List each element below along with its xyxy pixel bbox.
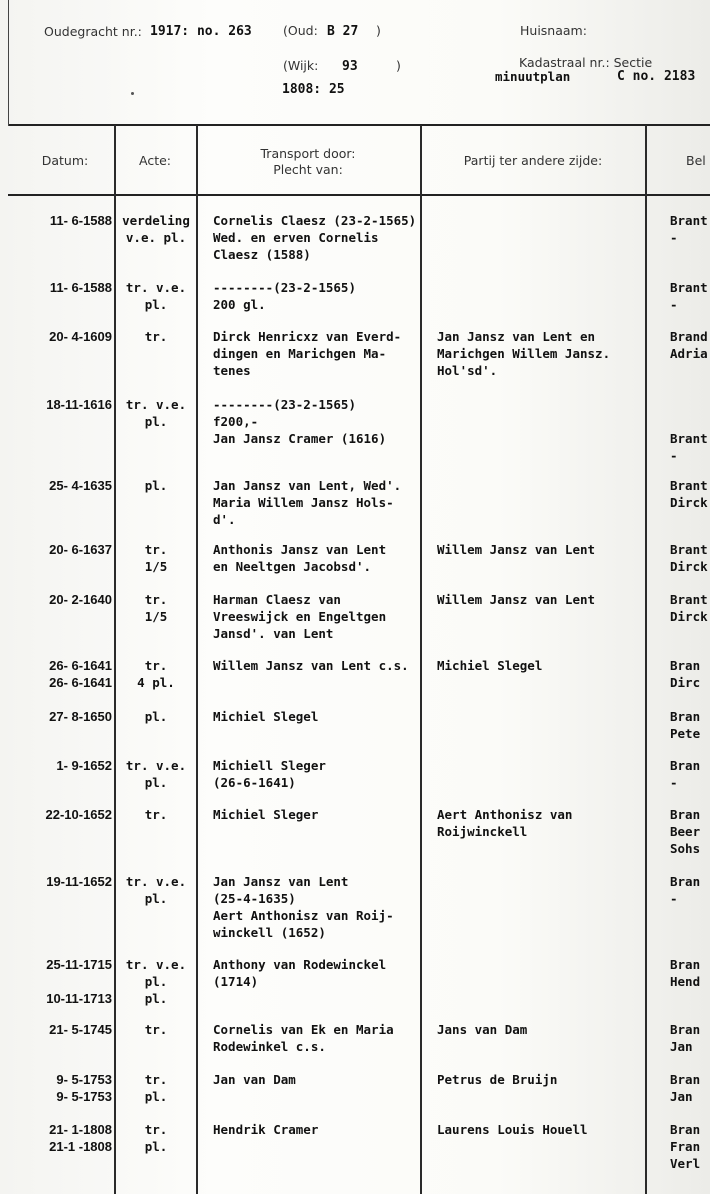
oud-close: ) <box>376 23 381 38</box>
row-datum: 25-11-1715 10-11-1713 <box>46 957 112 1006</box>
wijk-close: ) <box>396 58 401 73</box>
row-transport: Cornelis van Ek en Maria Rodewinkel c.s. <box>213 1022 394 1054</box>
row-acte: pl. <box>144 478 168 493</box>
column-header-transport-line1: Transport door: <box>260 146 356 161</box>
row-acte: tr. 1/5 <box>144 592 168 624</box>
row-transport: --------(23-2-1565) f200,- Jan Jansz Cramer (1616) <box>213 397 387 446</box>
row-datum: 20- 4-1609 <box>49 329 112 344</box>
row-transport: Michiell Sleger (26-6-1641) <box>213 758 326 790</box>
year-value: 1808: 25 <box>282 82 345 97</box>
row-datum: 9- 5-1753 9- 5-1753 <box>56 1072 112 1104</box>
row-acte: tr. 4 pl. <box>137 658 175 690</box>
row-acte: tr. <box>144 329 168 344</box>
punch-mark <box>131 92 134 95</box>
column-header-bel: Bel <box>686 153 706 168</box>
row-transport: Jan Jansz van Lent (25-4-1635) Aert Anthonisz van Roij- winckell (1652) <box>213 874 394 940</box>
oud-label: (Oud: <box>283 23 318 38</box>
row-transport: Jan van Dam <box>213 1072 296 1087</box>
row-datum: 25- 4-1635 <box>49 478 112 493</box>
row-datum: 19-11-1652 <box>46 874 112 889</box>
row-datum: 11- 6-1588 <box>49 213 112 228</box>
column-header-transport-line2: Plecht van: <box>273 162 343 177</box>
row-bel: Bran Pete <box>670 709 701 741</box>
huisnaam-label: Huisnaam: <box>520 23 587 38</box>
row-partij: Jans van Dam <box>437 1022 528 1037</box>
wijk-value: 93 <box>342 59 358 74</box>
row-datum: 11- 6-1588 <box>49 280 112 295</box>
row-bel: Brant - <box>670 431 708 463</box>
row-transport: Michiel Sleger <box>213 807 319 822</box>
row-partij: Willem Jansz van Lent <box>437 592 596 607</box>
oudegracht-value: 1917: no. 263 <box>150 24 252 39</box>
row-datum: 20- 2-1640 <box>49 592 112 607</box>
left-margin-rule <box>8 0 9 126</box>
row-acte: tr. v.e. pl. <box>125 874 187 906</box>
column-header-acte: Acte: <box>138 153 171 168</box>
row-transport: Hendrik Cramer <box>213 1122 319 1137</box>
row-datum: 27- 8-1650 <box>49 709 112 724</box>
row-bel: Bran Jan <box>670 1072 701 1104</box>
row-bel: Bran Hend <box>670 957 701 989</box>
row-datum: 22-10-1652 <box>45 807 112 822</box>
row-partij: Aert Anthonisz van Roijwinckell <box>437 807 573 839</box>
row-bel: Brant Dirck <box>670 542 708 574</box>
row-transport: Michiel Slegel <box>213 709 319 724</box>
wijk-label: (Wijk: <box>283 58 319 73</box>
row-datum: 18-11-1616 <box>46 397 112 412</box>
row-transport: Harman Claesz van Vreeswijck en Engeltgen Jansd'. van Lent <box>213 592 387 641</box>
row-bel: Brant Dirck <box>670 592 708 624</box>
row-bel: Brand Adria <box>670 329 708 361</box>
row-bel: Bran - <box>670 758 701 790</box>
row-bel: Bran Jan <box>670 1022 701 1054</box>
row-datum: 26- 6-1641 26- 6-1641 <box>49 658 112 690</box>
row-acte: tr. pl. <box>144 1122 168 1154</box>
row-acte: tr. 1/5 <box>144 542 168 574</box>
row-transport: Jan Jansz van Lent, Wed'. Maria Willem Jansz Hols- d'. <box>213 478 402 527</box>
row-acte: verdeling v.e. pl. <box>122 213 190 245</box>
row-acte: tr. v.e. pl. <box>125 397 187 429</box>
oud-value: B 27 <box>327 24 359 39</box>
row-partij: Michiel Slegel <box>437 658 543 673</box>
oudegracht-label: Oudegracht nr.: <box>44 24 142 39</box>
row-acte: tr. <box>144 1022 168 1037</box>
column-header-partij: Partij ter andere zijde: <box>463 153 603 168</box>
row-datum: 21- 5-1745 <box>49 1022 112 1037</box>
row-acte: tr. <box>144 807 168 822</box>
column-header-datum: Datum: <box>41 153 89 168</box>
row-partij: Jan Jansz van Lent en Marichgen Willem Jansz. Hol'sd'. <box>437 329 611 378</box>
row-acte: pl. <box>144 709 168 724</box>
row-bel: Brant Dirck <box>670 478 708 510</box>
row-acte: tr. v.e. pl. <box>125 280 187 312</box>
row-acte: tr. v.e. pl. pl. <box>125 957 187 1006</box>
row-transport: Anthonis Jansz van Lent en Neeltgen Jacobsd'. <box>213 542 387 574</box>
row-datum: 1- 9-1652 <box>56 758 112 773</box>
row-partij: Willem Jansz van Lent <box>437 542 596 557</box>
minuutplan-label: minuutplan <box>495 69 571 84</box>
row-partij: Laurens Louis Houell <box>437 1122 588 1137</box>
row-transport: Anthony van Rodewinckel (1714) <box>213 957 387 989</box>
row-acte: tr. v.e. pl. <box>125 758 187 790</box>
row-bel: Brant - <box>670 280 708 312</box>
row-bel: Bran Fran Verl <box>670 1122 701 1171</box>
row-transport: Dirck Henricxz van Everd- dingen en Marichgen Ma- tenes <box>213 329 402 378</box>
row-bel: Bran - <box>670 874 701 906</box>
row-bel: Brant - <box>670 213 708 245</box>
row-transport: --------(23-2-1565) 200 gl. <box>213 280 356 312</box>
row-datum: 21- 1-1808 21-1 -1808 <box>49 1122 112 1154</box>
row-partij: Petrus de Bruijn <box>437 1072 558 1087</box>
row-transport: Willem Jansz van Lent c.s. <box>213 658 409 673</box>
row-bel: Bran Beer Sohs <box>670 807 701 856</box>
row-bel: Bran Dirc <box>670 658 701 690</box>
sectie-value: C no. 2183 <box>617 69 696 84</box>
row-transport: Cornelis Claesz (23-2-1565) Wed. en erven Cornelis Claesz (1588) <box>213 213 417 262</box>
row-acte: tr. pl. <box>144 1072 168 1104</box>
row-datum: 20- 6-1637 <box>49 542 112 557</box>
kadastraal-label: Kadastraal nr.: Sectie <box>519 55 653 70</box>
